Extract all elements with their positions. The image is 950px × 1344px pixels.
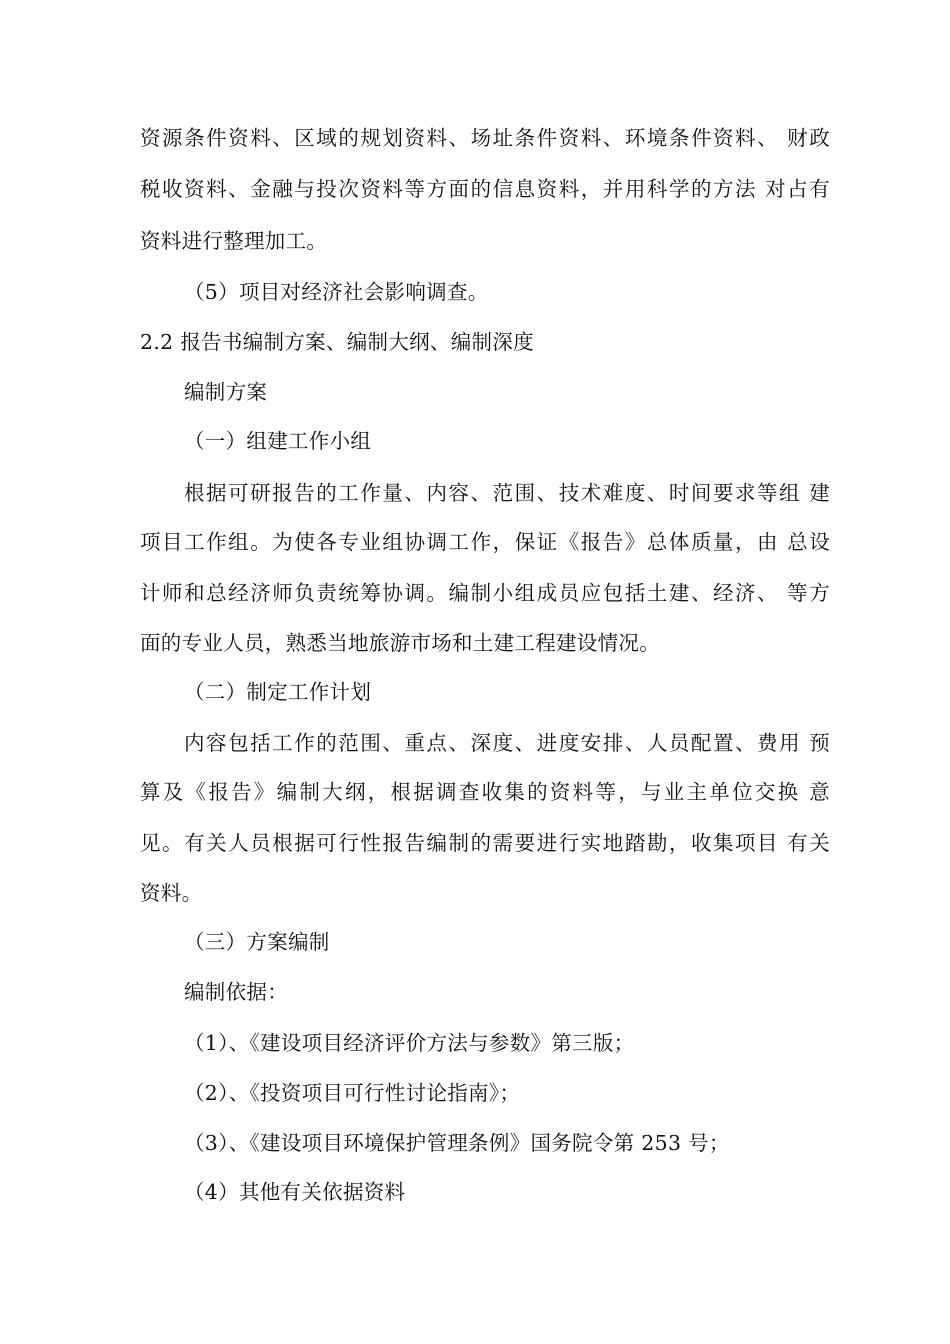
paragraph-1-line-2: 税收资料、金融与投次资料等方面的信息资料，并用科学的方法 对占有 — [140, 177, 830, 201]
step-1-line-4: 面的专业人员，熟悉当地旅游市场和土建工程建设情况。 — [140, 631, 660, 655]
paragraph-1-line-3: 资料进行整理加工。 — [140, 229, 328, 253]
step-2-heading: （二）制定工作计划 — [184, 680, 372, 704]
step-2-line-2: 算及《报告》编制大纲，根据调查收集的资料等，与业主单位交换 意 — [140, 780, 830, 804]
step-1-heading: （一）组建工作小组 — [184, 429, 372, 453]
step-1-line-2: 项目工作组。为使各专业组协调工作，保证《报告》总体质量，由 总设 — [140, 530, 830, 554]
step-2-line-3: 见。有关人员根据可行性报告编制的需要进行实地踏勘，收集项目 有关 — [140, 831, 830, 855]
paragraph-1-line-1: 资源条件资料、区域的规划资料、场址条件资料、环境条件资料、 财政 — [140, 126, 830, 150]
basis-item-3: （3）、《建设项目环境保护管理条例》国务院令第 253 号； — [184, 1131, 730, 1155]
step-1-line-1: 根据可研报告的工作量、内容、范围、技术难度、时间要求等组 建 — [184, 481, 830, 505]
step-3-heading: （三）方案编制 — [184, 930, 330, 954]
step-2-line-1: 内容包括工作的范围、重点、深度、进度安排、人员配置、费用 预 — [184, 731, 830, 755]
basis-item-2: （2）、《投资项目可行性讨论指南》； — [184, 1081, 521, 1105]
section-heading: 2.2 报告书编制方案、编制大纲、编制深度 — [140, 330, 534, 354]
step-1-line-3: 计师和总经济师负责统筹协调。编制小组成员应包括土建、经济、 等方 — [140, 581, 830, 605]
basis-heading: 编制依据： — [184, 980, 288, 1004]
plan-heading: 编制方案 — [184, 380, 268, 404]
item-5: （5）项目对经济社会影响调查。 — [184, 280, 489, 304]
basis-item-4: （4）其他有关依据资料 — [184, 1180, 406, 1204]
step-2-line-4: 资料。 — [140, 881, 203, 905]
basis-item-1: （1）、《建设项目经济评价方法与参数》第三版； — [184, 1031, 635, 1055]
